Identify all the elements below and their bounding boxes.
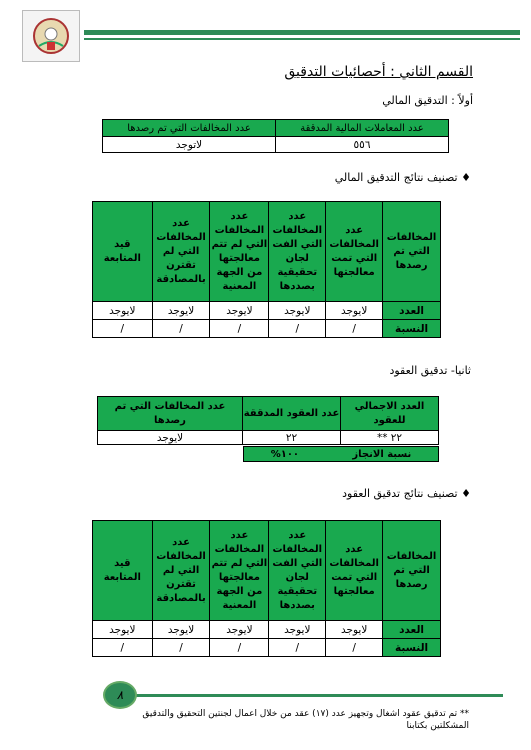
footnote: ** تم تدقيق عقود اشغال وتجهيز عدد (١٧) عقد من خلال اعمال لجنتين التحقيق والتدقيق المشكلتين بكتابنا xyxy=(142,709,469,731)
table-header-row xyxy=(93,202,441,302)
table-cell: / xyxy=(152,320,210,338)
table-cell: لايوجد xyxy=(326,302,383,320)
heading-text: تصنيف نتائج التدقيق المالي xyxy=(334,171,458,184)
table-row xyxy=(93,621,441,639)
table-cell: لايوجد xyxy=(269,302,326,320)
table-cell: / xyxy=(326,639,383,657)
table-cell: / xyxy=(326,320,383,338)
table-cell: لايوجد xyxy=(152,302,210,320)
table-header-cell: عدد المخالفات التي تم رصدها xyxy=(98,397,243,431)
completion-ratio-bar xyxy=(243,446,439,462)
table-cell: لايوجد xyxy=(269,621,326,639)
table-row xyxy=(103,137,449,153)
table-header-cell: قيد المتابعة xyxy=(93,521,153,621)
financial-classification-heading xyxy=(335,171,471,184)
table-header-cell: عدد المخالفات التي لم تقترن بالمصادقة xyxy=(152,521,210,621)
table-header-row xyxy=(103,120,449,137)
heading-text: تصنيف نتائج تدقيق العقود xyxy=(342,487,458,500)
table-header-cell: عدد المخالفات التي تمت معالجتها xyxy=(326,521,383,621)
contracts-classification-heading xyxy=(342,487,471,500)
diamond-bullet-icon: ♦ xyxy=(461,487,471,500)
row-label: العدد xyxy=(383,302,441,320)
table-header-cell: قيد المتابعة xyxy=(93,202,153,302)
table-header-row xyxy=(98,397,439,431)
table-cell: لايوجد xyxy=(98,431,243,445)
table-row xyxy=(93,639,441,657)
table-cell: / xyxy=(93,320,153,338)
header-divider xyxy=(84,30,520,35)
contracts-summary-table xyxy=(97,396,439,445)
table-cell: لايوجد xyxy=(93,302,153,320)
row-label: النسبة xyxy=(383,639,441,657)
table-cell: لاتوجد xyxy=(103,137,276,153)
row-label: النسبة xyxy=(383,320,441,338)
diamond-bullet-icon: ♦ xyxy=(461,171,471,184)
table-cell: لايوجد xyxy=(326,621,383,639)
table-cell: ٢٢ ** xyxy=(341,431,439,445)
financial-summary-table xyxy=(102,119,449,153)
table-header-row xyxy=(93,521,441,621)
footer-divider xyxy=(133,694,503,697)
table-cell: لايوجد xyxy=(152,621,210,639)
table-header-cell: عدد المخالفات التي الفت لجان تحقيقية بصددها xyxy=(269,521,326,621)
section-title: القسم الثاني : أحصائيات التدقيق xyxy=(284,64,473,80)
table-header-cell: عدد المخالفات التي لم تتم معالجتها من الجهة المعنية xyxy=(210,521,269,621)
table-header-cell: عدد المعاملات المالية المدققة xyxy=(276,120,449,137)
row-label: العدد xyxy=(383,621,441,639)
table-row xyxy=(93,302,441,320)
contracts-classification-table xyxy=(92,520,441,657)
table-header-cell: عدد المخالفات التي تمت معالجتها xyxy=(326,202,383,302)
completion-label: نسبة الانجاز xyxy=(352,448,412,460)
table-header-cell: عدد المخالفات التي لم تتم معالجتها من الجهة المعنية xyxy=(210,202,269,302)
table-header-cell: العدد الاجمالي للعقود xyxy=(341,397,439,431)
subsection-contracts-title: ثانيا- تدقيق العقود xyxy=(389,364,471,377)
emblem-logo-icon xyxy=(22,10,80,62)
table-header-cell: عدد المخالفات التي الفت لجان تحقيقية بصددها xyxy=(269,202,326,302)
financial-classification-table xyxy=(92,201,441,338)
table-row xyxy=(98,431,439,445)
table-cell: / xyxy=(210,639,269,657)
subsection-financial-title: أولاً : التدقيق المالي xyxy=(382,94,473,107)
page-number: ٨ xyxy=(103,681,137,709)
table-cell: ٥٥٦ xyxy=(276,137,449,153)
table-cell: لايوجد xyxy=(210,621,269,639)
table-cell: لايوجد xyxy=(210,302,269,320)
header-divider-thin xyxy=(84,38,520,40)
table-cell: / xyxy=(210,320,269,338)
table-header-cell: عدد المخالفات التي لم تقترن بالمصادقة xyxy=(152,202,210,302)
table-header-cell: عدد العقود المدققة xyxy=(243,397,341,431)
table-cell: ٢٢ xyxy=(243,431,341,445)
table-header-cell: عدد المخالفات التي تم رصدها xyxy=(103,120,276,137)
table-row xyxy=(93,320,441,338)
table-cell: / xyxy=(269,639,326,657)
table-cell: / xyxy=(269,320,326,338)
completion-value: ١٠٠% xyxy=(270,448,300,460)
table-header-cell: المخالفات التي تم رصدها xyxy=(383,202,441,302)
table-header-cell: المخالفات التي تم رصدها xyxy=(383,521,441,621)
table-cell: لايوجد xyxy=(93,621,153,639)
table-cell: / xyxy=(93,639,153,657)
table-cell: / xyxy=(152,639,210,657)
